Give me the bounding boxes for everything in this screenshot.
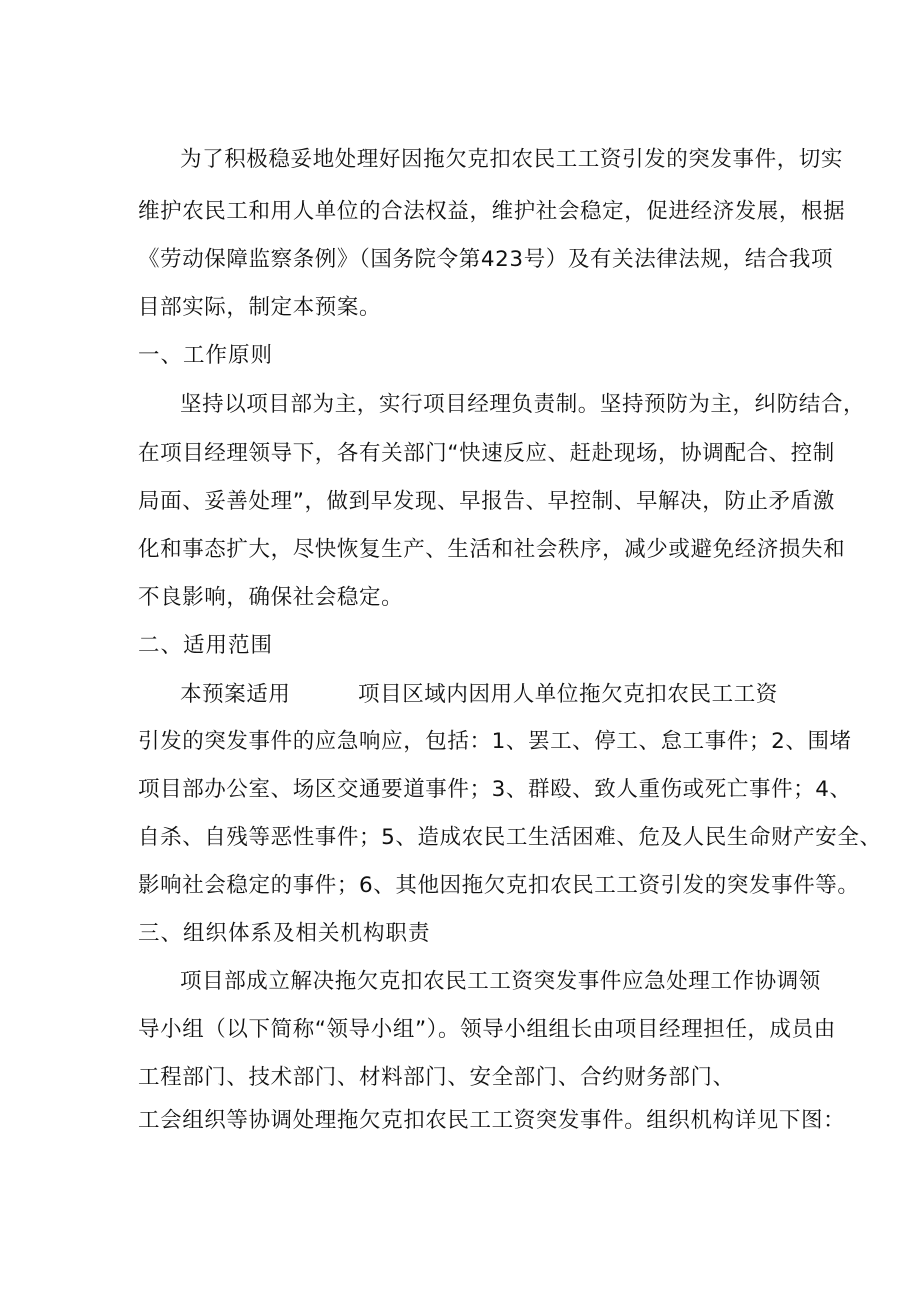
section-1-line-1: 坚持以项目部为主，实行项目经理负责制。坚持预防为主，纠防结合， <box>180 392 866 417</box>
section-3-line-4: 工会组织等协调处理拖欠克扣农民工工资突发事件。组织机构详见下图： <box>138 1108 846 1133</box>
intro-line-2: 维护农民工和用人单位的合法权益，维护社会稳定，促进经济发展，根据 <box>138 199 846 224</box>
section-1-line-5: 不良影响，确保社会稳定。 <box>138 585 404 610</box>
section-2-line-2: 引发的突发事件的应急响应，包括：1、罢工、停工、怠工事件；2、围堵 <box>138 729 852 754</box>
intro-line-4: 目部实际，制定本预案。 <box>138 295 382 320</box>
section-3-line-2: 导小组（以下简称“领导小组”）。领导小组组长由项目经理担任，成员由 <box>138 1017 836 1042</box>
section-1-heading: 一、工作原则 <box>138 343 274 368</box>
section-1-line-4: 化和事态扩大，尽快恢复生产、生活和社会秩序，减少或避免经济损失和 <box>138 537 846 562</box>
section-2-line-5: 影响社会稳定的事件；6、其他因拖欠克扣农民工工资引发的突发事件等。 <box>138 873 860 898</box>
section-3-heading: 三、组织体系及相关机构职责 <box>138 921 431 946</box>
section-3-line-3: 工程部门、技术部门、材料部门、安全部门、合约财务部门、 <box>138 1065 735 1090</box>
section-1-line-3: 局面、妥善处理”，做到早发现、早报告、早控制、早解决，防止矛盾激 <box>138 489 835 514</box>
section-2-line-4: 自杀、自残等恶性事件；5、造成农民工生活困难、危及人民生命财产安全、 <box>138 825 882 850</box>
section-3-line-1: 项目部成立解决拖欠克扣农民工工资突发事件应急处理工作协调领 <box>180 969 821 994</box>
section-2-heading: 二、适用范围 <box>138 633 274 658</box>
section-1-line-2: 在项目经理领导下，各有关部门“快速反应、赶赴现场，协调配合、控制 <box>138 441 835 466</box>
intro-line-3: 《劳动保障监察条例》（国务院令第423号）及有关法律法规，结合我项 <box>138 247 834 272</box>
section-2-line-1-left: 本预案适用 <box>180 682 291 707</box>
section-2-line-1-right: 项目区域内因用人单位拖欠克扣农民工工资 <box>358 682 778 707</box>
intro-line-1: 为了积极稳妥地处理好因拖欠克扣农民工工资引发的突发事件，切实 <box>180 147 844 172</box>
section-2-line-3: 项目部办公室、场区交通要道事件；3、群殴、致人重伤或死亡事件；4、 <box>138 777 852 802</box>
